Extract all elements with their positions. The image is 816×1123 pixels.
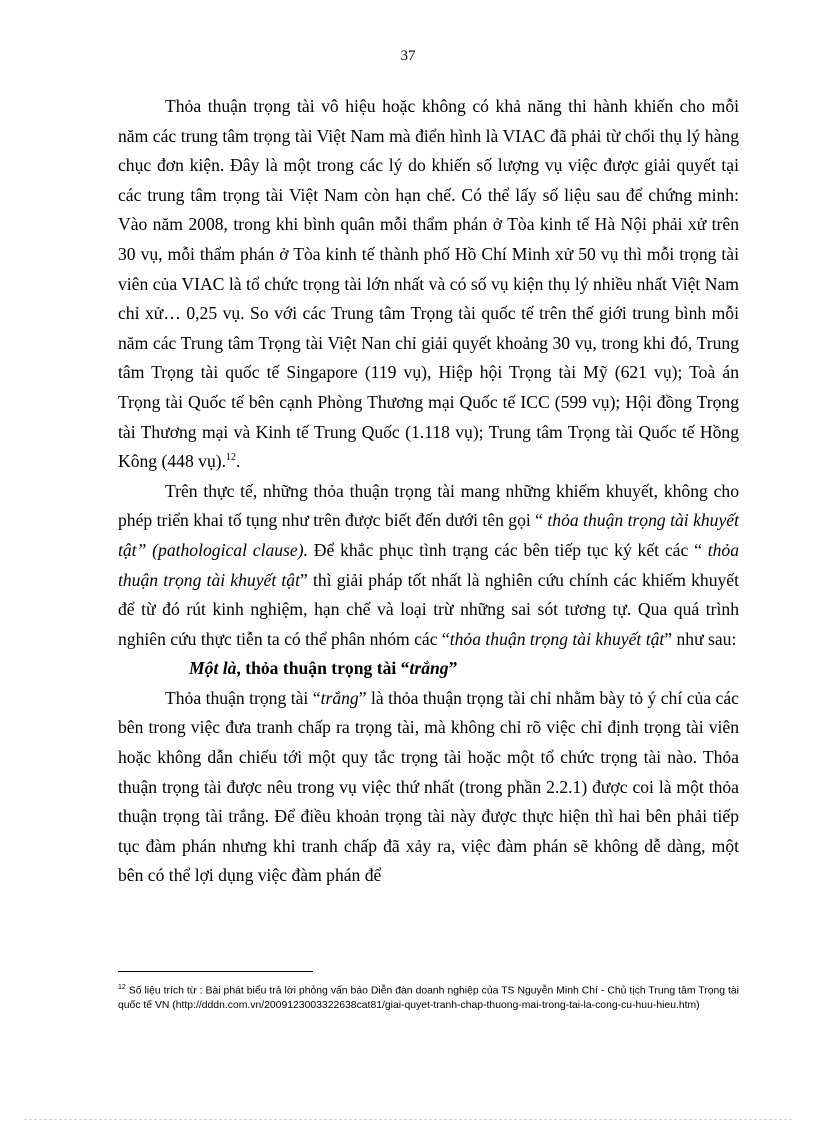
paragraph-2-italic-a: thỏa thuận trọng tài khuyết tật” (pathological clause).: [118, 510, 739, 560]
paragraph-3-italic-a: trắng: [320, 687, 359, 708]
footnote-reference[interactable]: 12: [226, 452, 236, 464]
footnote-separator: [118, 971, 313, 972]
paragraph-1: [118, 92, 739, 477]
paragraph-3-text-a: Thỏa thuận trọng tài “: [165, 687, 321, 708]
paragraph-1-end: .: [236, 451, 241, 472]
section-heading-end: ”: [448, 658, 458, 679]
section-heading-italic: trắng: [409, 658, 449, 679]
paragraph-2-text-c: ” thì giải pháp tốt nhất là nghiên cứu chính các khiếm khuyết để từ đó rút kinh nghiệm, hạn chế và loại trừ những sai sót tương tự. Qua quá trình nghiên cứu thực tiễn ta có thể phân nhóm các “: [118, 569, 739, 649]
paragraph-2-text-a: Trên thực tế, những thỏa thuận trọng tài mang những khiếm khuyết, không cho phép triển khai tố tụng như trên được biết đến dưới tên gọi “: [118, 480, 739, 531]
paragraph-2-text-b: Để khắc phục tình trạng các bên tiếp tục ký kết các “: [307, 539, 702, 560]
paragraph-2-italic-c: thỏa thuận trọng tài khuyết tật: [449, 628, 665, 649]
footnote-number: 12: [118, 984, 126, 991]
paragraph-3-text-b: ” là thỏa thuận trọng tài chỉ nhằm bày tỏ ý chí của các bên trong việc đưa tranh chấp ra trọng tài, mà không chỉ rõ việc chỉ định trọng tài viên hoặc không dẫn chiếu tới một quy tắc trọng tài hoặc một tổ chức trọng tài nào. Thỏa thuận trọng tài được nêu trong vụ việc thứ nhất (trong phần 2.2.1) được coi là một thỏa thuận trọng tài trắng. Để điều khoản trọng tài này được thực hiện thì hai bên phải tiếp tục đàm phán nhưng khi tranh chấp đã xảy ra, việc đàm phán sẽ không dễ dàng, một bên có thể lợi dụng việc đàm phán để: [118, 687, 739, 886]
paragraph-2-text-d: ” như sau:: [664, 628, 737, 649]
footnote: [118, 980, 739, 1013]
paragraph-2-italic-b: thỏa thuận trọng tài khuyết tật: [118, 539, 739, 590]
body-text: [118, 92, 739, 891]
section-heading-lead: Một là: [189, 658, 237, 679]
section-heading: [118, 654, 739, 684]
page-number: 37: [400, 48, 416, 64]
paragraph-1-text: Thỏa thuận trọng tài vô hiệu hoặc không có khả năng thi hành khiến cho mỗi năm các trung tâm trọng tài Việt Nam mà điển hình là VIAC đã phải từ chối thụ lý hàng chục đơn kiện. Đây là một trong các lý do khiến số lượng vụ việc được giải quyết tại các trung tâm trọng tài Việt Nam còn hạn chế. Có thể lấy số liệu sau để chứng minh: Vào năm 2008, trong khi bình quân mỗi thẩm phán ở Tòa kinh tế Hà Nội phải xử trên 30 vụ, mỗi thẩm phán ở Tòa kinh tế thành phố Hồ Chí Minh xử 50 vụ thì mỗi trọng tài viên của VIAC là tổ chức trọng tài lớn nhất và có số vụ kiện thụ lý nhiều nhất Việt Nam chỉ xử… 0,25 vụ. So với các Trung tâm Trọng tài quốc tế trên thế giới trung bình mỗi năm các Trung tâm Trọng tài Việt Nan chỉ giải quyết khoảng 30 vụ, trong khi đó, Trung tâm Trọng tài quốc tế Singapore (119 vụ), Hiệp hội Trọng tài Mỹ (621 vụ); Toà án Trọng tài Quốc tế bên cạnh Phòng Thương mại Quốc tế ICC (599 vụ); Hội đồng Trọng tài Thương mại và Kinh tế Trung Quốc (1.118 vụ); Trung tâm Trọng tài Quốc tế Hồng Kông (448 vụ).: [118, 96, 739, 472]
page-bottom-divider: [24, 1119, 792, 1120]
paragraph-2: [118, 477, 739, 655]
section-heading-mid: , thỏa thuận trọng tài “: [236, 658, 410, 679]
paragraph-3: [118, 684, 739, 891]
footnote-text: Số liệu trích từ : Bài phát biểu trả lời phỏng vấn báo Diễn đàn doanh nghiệp của TS Nguyễn Minh Chí - Chủ tịch Trung tâm Trọng tài quốc tế VN (http://dddn.com.vn/2009123003322638cat81/giai-quyet-tranh-chap-thuong-mai-trong-tai-la-cong-cu-huu-hieu.htm): [118, 985, 739, 1012]
